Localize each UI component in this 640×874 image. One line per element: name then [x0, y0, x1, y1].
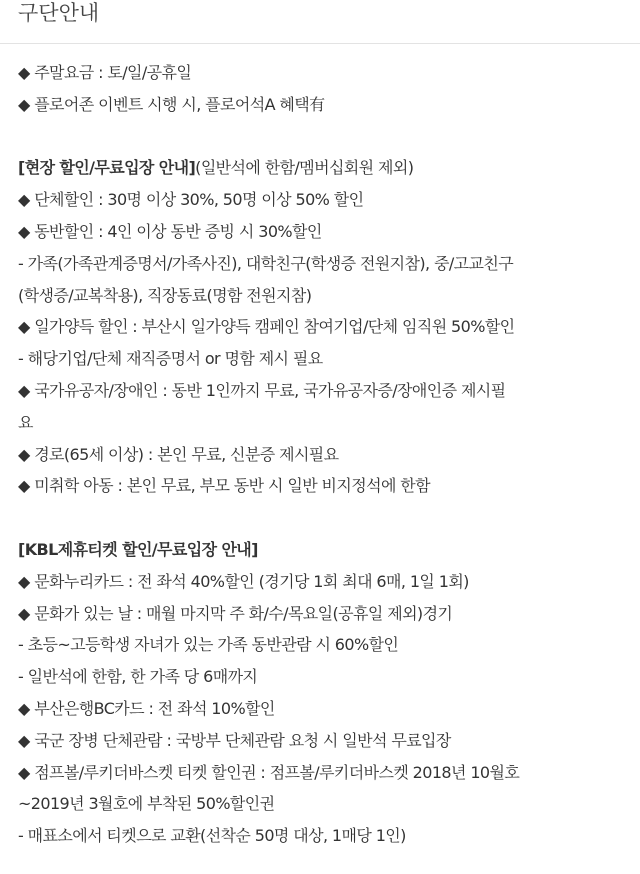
- info-content: [0, 44, 640, 852]
- info-line: ◆ 국가유공자/장애인 : 동반 1인까지 무료, 국가유공자증/장애인증 제시필: [18, 380, 506, 400]
- info-line: ◆ 문화가 있는 날 : 매월 마지막 주 화/수/목요일(공휴일 제외)경기: [18, 603, 453, 623]
- info-line: ◆ 부산은행BC카드 : 전 좌석 10%할인: [18, 698, 275, 718]
- info-line: ◆ 주말요금 : 토/일/공휴일: [18, 63, 192, 82]
- info-line: - 해당기업/단체 재직증명서 or 명함 제시 필요: [18, 349, 323, 369]
- section-heading-title: [KBL제휴티켓 할인/무료입장 안내]: [18, 539, 258, 559]
- section-heading-note: (일반석에 한함/멤버십회원 제외): [195, 158, 414, 178]
- spacer: [18, 121, 622, 153]
- info-line: ~2019년 3월호에 부착된 50%할인권: [18, 794, 275, 814]
- info-line: - 초등~고등학생 자녀가 있는 가족 동반관람 시 60%할인: [18, 635, 399, 655]
- section-heading: [18, 534, 622, 566]
- info-line: ◆ 단체할인 : 30명 이상 30%, 50명 이상 50% 할인: [18, 190, 364, 210]
- section-heading: [18, 152, 622, 184]
- info-line: - 매표소에서 티켓으로 교환(선착순 50명 대상, 1매당 1인): [18, 826, 406, 846]
- info-line: ◆ 점프볼/루키더바스켓 티켓 할인권 : 점프볼/루키더바스켓 2018년 10월호: [18, 762, 520, 782]
- info-line: ◆ 미취학 아동 : 본인 무료, 부모 동반 시 일반 비지정석에 한함: [18, 476, 431, 496]
- info-line: - 가족(가족관계증명서/가족사진), 대학친구(학생증 전원지참), 중/고교친구: [18, 253, 514, 273]
- info-line: ◆ 국군 장병 단체관람 : 국방부 단체관람 요청 시 일반석 무료입장: [18, 730, 451, 750]
- page-title: 구단안내: [18, 1, 100, 25]
- info-line: ◆ 일가양득 할인 : 부산시 일가양득 캠페인 참여기업/단체 임직원 50%할인: [18, 317, 515, 337]
- info-line: ◆ 플로어존 이벤트 시행 시, 플로어석A 혜택有: [18, 94, 325, 114]
- info-line: ◆ 동반할인 : 4인 이상 동반 증빙 시 30%할인: [18, 221, 322, 241]
- spacer: [18, 502, 622, 534]
- page-header: [0, 0, 640, 44]
- info-line: ◆ 경로(65세 이상) : 본인 무료, 신분증 제시필요: [18, 444, 339, 464]
- info-line: - 일반석에 한함, 한 가족 당 6매까지: [18, 667, 258, 687]
- info-line: 요: [18, 412, 33, 432]
- info-line: ◆ 문화누리카드 : 전 좌석 40%할인 (경기당 1회 최대 6매, 1일 1회): [18, 571, 469, 591]
- info-line: (학생증/교복착용), 직장동료(명함 전원지참): [18, 285, 312, 305]
- section-heading-title: [현장 할인/무료입장 안내]: [18, 158, 196, 178]
